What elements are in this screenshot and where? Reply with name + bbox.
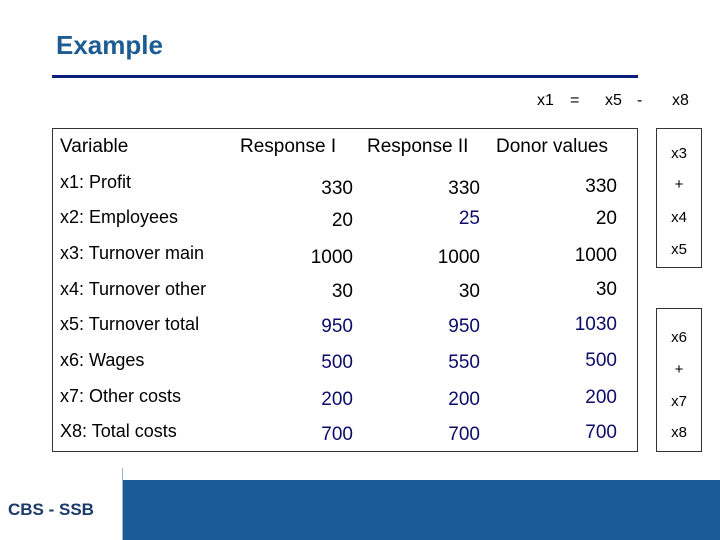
table-cell-donor: 700 (585, 422, 617, 443)
row-label: x2: Employees (60, 207, 179, 227)
formula-term-x5: x5 (605, 92, 622, 109)
row-label: x3: Turnover main (60, 243, 205, 263)
table-cell-donor: 20 (595, 208, 617, 229)
side-plus-1: + (674, 176, 684, 193)
formula-minus: - (637, 92, 643, 109)
table-cell-response-1: 200 (321, 389, 353, 410)
row-label: x4: Turnover other (60, 279, 207, 299)
row-label: X8: Total costs (60, 421, 177, 441)
table-cell-response-2: 200 (448, 389, 480, 410)
table-cell-response-2: 550 (448, 352, 480, 373)
table-cell-donor: 1000 (574, 245, 617, 266)
formula-equals: = (570, 92, 580, 109)
table-cell-response-2: 30 (458, 281, 480, 302)
formula-lhs: x1 (537, 92, 554, 109)
table-cell-response-1: 330 (321, 178, 353, 199)
side-plus-2: + (674, 361, 684, 378)
row-label: x6: Wages (60, 350, 145, 370)
table-cell-donor: 30 (595, 279, 617, 300)
table-cell-response-2: 25 (458, 208, 480, 229)
side-term-x7: x7 (671, 393, 687, 410)
table-cell-response-1: 1000 (310, 247, 353, 268)
table-cell-response-1: 700 (321, 424, 353, 445)
table-cell-response-2: 700 (448, 424, 480, 445)
row-label: x7: Other costs (60, 386, 182, 406)
table-cell-response-1: 20 (331, 210, 353, 231)
table-cell-donor: 1030 (574, 314, 617, 335)
side-term-x8: x8 (671, 424, 687, 441)
title-divider (52, 75, 638, 78)
table-cell-donor: 330 (585, 176, 617, 197)
side-term-x5: x5 (671, 241, 687, 258)
footer-logo-text: CBS - SSB (8, 500, 94, 519)
formula-term-x8: x8 (672, 92, 689, 109)
column-header-response-2: Response II (367, 136, 469, 157)
column-header-response-1: Response I (240, 136, 337, 157)
table-cell-response-1: 500 (321, 352, 353, 373)
table-cell-donor: 500 (585, 350, 617, 371)
table-cell-response-1: 30 (331, 281, 353, 302)
column-header-donor-values: Donor values (496, 136, 608, 157)
row-label: x1: Profit (60, 172, 132, 192)
side-term-x6: x6 (671, 329, 687, 346)
column-header-variable: Variable (60, 136, 129, 157)
table-cell-response-2: 950 (448, 316, 480, 337)
table-cell-donor: 200 (585, 387, 617, 408)
table-cell-response-1: 950 (321, 316, 353, 337)
side-term-x4: x4 (671, 209, 687, 226)
side-term-x3: x3 (671, 145, 687, 162)
row-label: x5: Turnover total (60, 314, 200, 334)
table-cell-response-2: 330 (448, 178, 480, 199)
page-title: Example (56, 30, 163, 60)
table-cell-response-2: 1000 (437, 247, 480, 268)
